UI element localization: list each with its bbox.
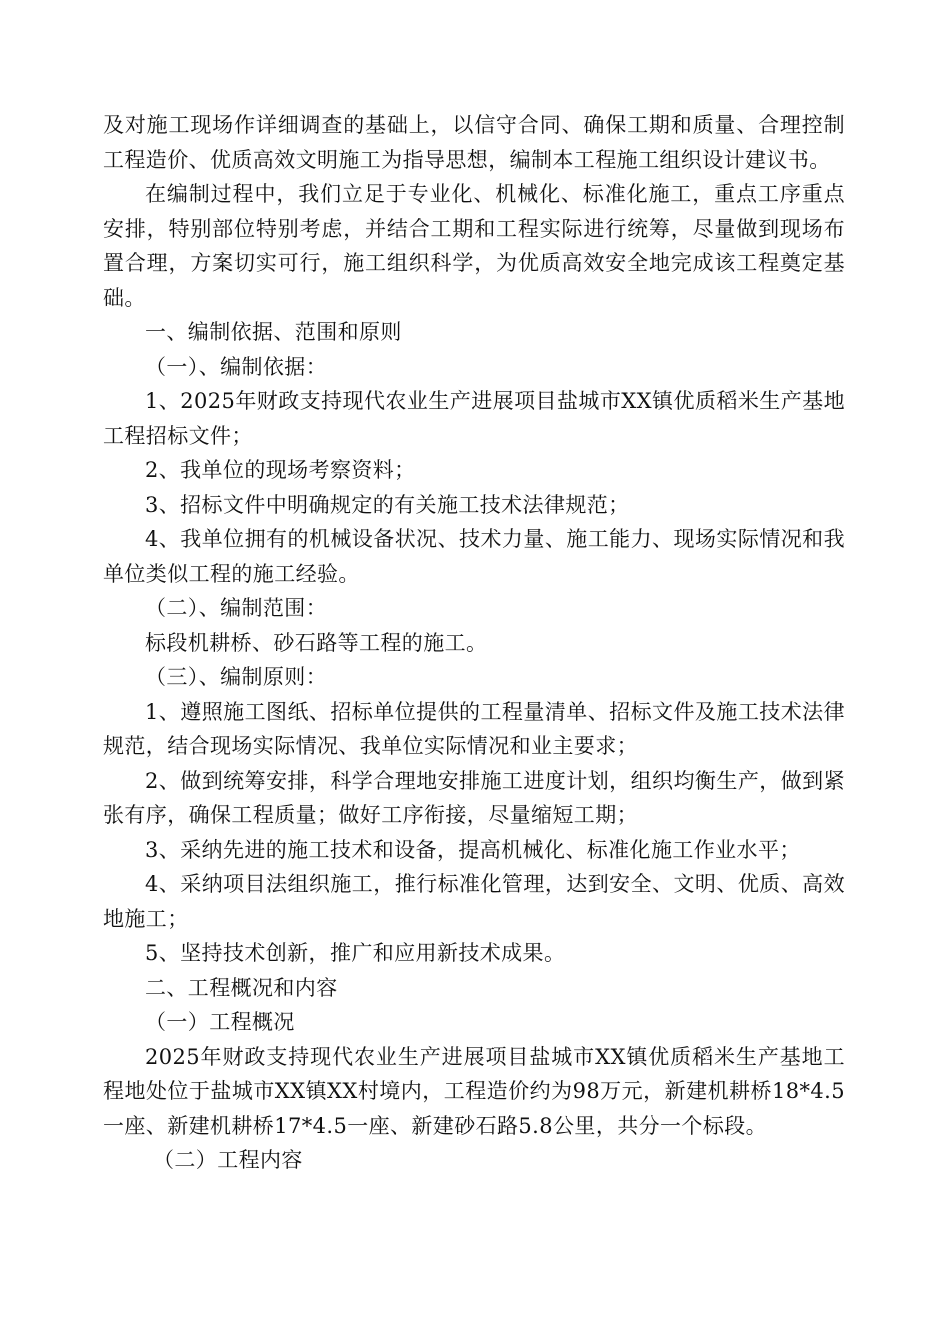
list-item-principle-4: 4、采纳项目法组织施工，推行标准化管理，达到安全、文明、优质、高效地施工； bbox=[103, 872, 845, 931]
paragraph-intro-continuation: 及对施工现场作详细调查的基础上，以信守合同、确保工期和质量、合理控制工程造价、优质高效文明施工为指导思想，编制本工程施工组织设计建议书。 bbox=[103, 113, 845, 172]
list-item-principle-1: 1、遵照施工图纸、招标单位提供的工程量清单、招标文件及施工技术法律规范，结合现场实际情况、我单位实际情况和业主要求； bbox=[103, 699, 845, 758]
paragraph-compilation-process: 在编制过程中，我们立足于专业化、机械化、标准化施工，重点工序重点安排，特别部位特别考虑，并结合工期和工程实际进行统筹，尽量做到现场布置合理，方案切实可行，施工组织科学，为优质高效安全地完成该工程奠定基础。 bbox=[103, 182, 845, 310]
document-body bbox=[103, 108, 845, 1178]
list-item-basis-3: 3、招标文件中明确规定的有关施工技术法律规范； bbox=[145, 492, 630, 517]
section-heading-basis-scope-principles: 一、编制依据、范围和原则 bbox=[145, 320, 402, 344]
list-item-basis-2: 2、我单位的现场考察资料； bbox=[145, 458, 416, 482]
subsection-heading-basis: （一）、编制依据： bbox=[145, 354, 328, 379]
list-item-principle-3: 3、采纳先进的施工技术和设备，提高机械化、标准化施工作业水平； bbox=[145, 837, 801, 862]
list-item-principle-2: 2、做到统筹安排，科学合理地安排施工进度计划，组织均衡生产，做到紧张有序，确保工程质量；做好工序衔接，尽量缩短工期； bbox=[103, 768, 845, 827]
subsection-heading-scope: （二）、编制范围： bbox=[145, 596, 328, 620]
subsection-heading-principles: （三）、编制原则： bbox=[145, 665, 328, 689]
paragraph-overview: 2025年财政支持现代农业生产进展项目盐城市XX镇优质稻米生产基地工程地处位于盐城市XX镇XX村境内，工程造价约为98万元，新建机耕桥18*4.5一座、新建机耕桥17*4.5一座、新建砂石路5.8公里，共分一个标段。 bbox=[103, 1044, 845, 1138]
subsection-heading-overview: （一）工程概况 bbox=[145, 1010, 295, 1034]
subsection-heading-content: （二）工程内容 bbox=[153, 1148, 303, 1172]
section-heading-project-overview: 二、工程概况和内容 bbox=[145, 975, 338, 1000]
paragraph-scope: 标段机耕桥、砂石路等工程的施工。 bbox=[145, 630, 488, 655]
list-item-basis-4: 4、我单位拥有的机械设备状况、技术力量、施工能力、现场实际情况和我单位类似工程的施工经验。 bbox=[103, 527, 845, 586]
list-item-principle-5: 5、坚持技术创新，推广和应用新技术成果。 bbox=[145, 941, 566, 965]
list-item-basis-1: 1、2025年财政支持现代农业生产进展项目盐城市XX镇优质稻米生产基地工程招标文件； bbox=[103, 389, 845, 448]
